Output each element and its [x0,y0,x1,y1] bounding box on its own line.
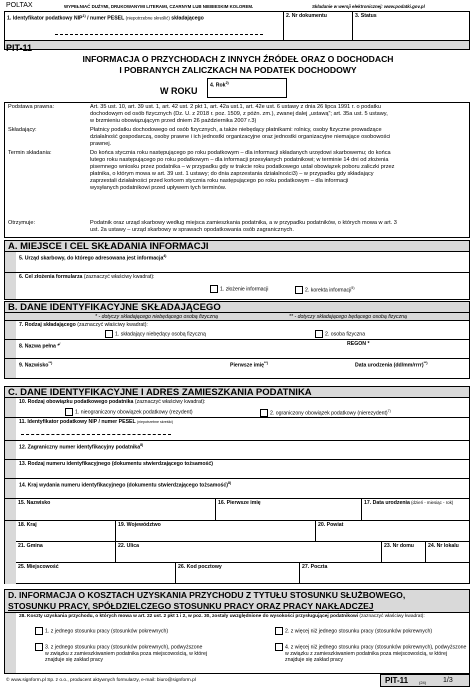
checkbox-non-resident[interactable] [260,409,268,417]
submitter-label: Składający: [8,127,37,133]
deadline-line-1: Do końca stycznia roku następującego po roku podatkowym – dla informacji składanych urzędowi skarbowemu; do końca [90,150,391,156]
footer-version: (24) [419,680,427,685]
legal-basis-label: Podstawa prawna: [8,104,55,110]
legal-basis-line-1: Art. 35 ust. 10, art. 39 ust. 1, art. 42 ust. 2 pkt 1, art. 42a ust.1, art. 42e ust. 6 ustawy z dnia 26 lipca 1991 r. o podatku [90,104,382,110]
surname-label: 9. Nazwisko**) [19,361,53,369]
option-multiple-employment-raised[interactable]: 4. z więcej niż jednego stosunku pracy (stosunków pokrewnych), podwyższone w związku z zamieszkiwaniem podatnika poza miejscowością, w której znajduje się zakład pracy [275,643,466,663]
id-issuing-country-field[interactable] [4,479,470,499]
deadline-label: Termin składania: [8,150,52,156]
section-a-header: A. MIEJSCE I CEL SKŁADANIA INFORMACJI [4,240,470,252]
option-resident[interactable]: 1. nieograniczony obowiązek podatkowy (rezydent) [65,408,193,416]
surname-field[interactable] [4,359,470,379]
option-non-natural-person[interactable]: 1. składający niebędący osobą fizyczną [105,330,206,338]
option-non-resident[interactable]: 2. ograniczony obowiązek podatkowy (nierezydent)$^{7)}$ [260,408,391,417]
form-purpose-label: 6. Cel złożenia formularza (zaznaczyć właściwy kwadrat): [19,274,155,280]
regon-label: REGON * [347,341,370,347]
deadline-line-2: lutego roku następującego po roku podatkowym – dla informacji przesyłanych podatnikowi; w terminie 14 dni od złożenia [90,157,389,163]
section-c-header: C. DANE IDENTYFIKACYJNE I ADRES ZAMIESZKANIA PODATNIKA [4,386,470,398]
section-d-header-line-2: STOSUNKU PRACY, SPÓŁDZIELCZEGO STOSUNKU PRACY ORAZ PRACY NAKŁADCZEJ [8,601,374,611]
submitter-type-field [4,321,470,340]
full-name-field[interactable] [4,340,470,359]
checkbox-resident[interactable] [65,408,73,416]
legal-basis-line-3: w brzmieniu obowiązującym przed dniem 26 października 2007 r.3) [90,118,257,124]
submitter-type-label: 7. Rodzaj składającego (zaznaczyć właściwy kwadrat): [19,322,148,328]
brand-label: POLTAX [6,2,33,9]
option-multiple-employment[interactable]: 2. z więcej niż jednego stosunku pracy (stosunków pokrewnych) [275,627,432,635]
recipient-label: Otrzymuje: [8,220,36,226]
deadline-line-5: zaprzestali działalności przed końcem stycznia roku następującego po roku podatkowym – dla informacji [90,178,349,184]
checkbox-submission[interactable] [210,285,218,293]
taxpayer-id-entry-line [55,34,263,35]
form-purpose-field [4,273,470,300]
section-d-header [4,589,470,613]
checkbox-one-employment[interactable] [35,627,43,635]
checkbox-natural-person[interactable] [315,330,323,338]
footer-form-code: PIT-11 [385,676,409,685]
note-natural: ** - dotyczy składającego będącego osobą fizyczną [289,314,407,320]
section-b-header: B. DANE IDENTYFIKACYJNE SKŁADAJĄCEGO [4,301,470,313]
document-number-field[interactable] [283,11,353,41]
checkbox-multiple-employment-raised[interactable] [275,643,283,651]
form-title-line-2: I POBRANYCH ZALICZKACH NA PODATEK DOCHODOWY [119,65,357,75]
first-name-label: Pierwsze imię**) [230,361,268,369]
section-d-header-line-1: D. INFORMACJA O KOSZTACH UZYSKANIA PRZYCHODU Z TYTUŁU STOSUNKU SŁUŻBOWEGO, [8,590,406,600]
form-title-line-1: INFORMACJA O PRZYCHODACH Z INNYCH ŹRÓDEŁ ORAZ O DOCHODACH [82,54,394,64]
tax-obligation-label: 10. Rodzaj obowiązku podatkowego podatnika (zaznaczyć właściwy kwadrat): [19,399,206,405]
deadline-line-4: płatnika, o którym mowa w art. 39 ust. 1 ustawy; do dnia zaprzestania działalności3) – w przypadku gdy składający [90,171,374,177]
legal-basis-line-2: dochodowym od osób fizycznych (Dz. U. z 2018 r. poz. 1509, z późn. zm.), zwanej dalej „ustawą”; art. 35a ust. 5 ustawy, [90,111,388,117]
taxpayer-nip-pesel-field[interactable] [4,418,470,441]
tax-office-label: 5. Urząd skarbowy, do którego adresowana jest informacja$^{4)}$ [19,254,167,262]
document-number-label: 2. Nr dokumentu [286,13,327,19]
birth-date-label: Data urodzenia (dd/mm/rrrr)**) [355,361,428,369]
electronic-version-note: Składanie w wersji elektronicznej: www.podatki.gov.pl [312,4,425,9]
year-field-label: 4. Rok$^{2)}$ [210,81,229,89]
county-field[interactable]: 20. Powiat [316,521,470,542]
footer-page-box [380,674,470,687]
street-field[interactable]: 22. Ulica [116,542,382,563]
taxpayer-surname-field[interactable]: 15. Nazwisko [16,499,216,521]
footer-copyright: © www.signform.pl Sp. z o.o., producent aktywnych formularzy, e-mail: biuro@signform.pl [6,678,196,683]
taxpayer-birth-date-field[interactable]: 17. Data urodzenia (dzień - miesiąc - rok) [362,499,470,521]
tax-obligation-field [4,398,470,418]
taxpayer-nip-pesel-label: 11. Identyfikator podatkowy NIP / numer PESEL (niepotrzebne skreślić) [19,419,174,425]
apartment-number-field[interactable]: 24. Nr lokalu [426,542,470,563]
section-b-notes [4,313,470,321]
municipality-field[interactable]: 21. Gmina [16,542,116,563]
status-field[interactable] [352,11,470,41]
deadline-line-3: pisemnego wniosku przez podatnika – w przypadku gdy w trakcie roku podatkowego ustał obowiązek poboru zaliczki przez [90,164,395,170]
recipient-line-1: Podatnik oraz urząd skarbowy według miejsca zamieszkania podatnika, a w przypadku podatników, o których mowa w art. 3 [90,220,397,226]
fill-instruction: WYPEŁNIAĆ DUŻYMI, DRUKOWANYMI LITERAMI, CZARNYM LUB NIEBIESKIM KOLOREM. [64,4,254,9]
option-submission[interactable]: 1. złożenie informacji [210,285,268,293]
full-name-label: 8. Nazwa pełna */ [19,342,61,350]
postal-code-field[interactable]: 26. Kod pocztowy [176,563,300,584]
status-label: 3. Status [355,13,377,19]
voivodeship-field[interactable]: 19. Województwo [116,521,316,542]
option-one-employment-raised[interactable]: 3. z jednego stosunku pracy (stosunków pokrewnych), podwyższone w związku z zamieszkiwaniem podatnika poza miejscowością, w której znajduje się zakład pracy [35,643,207,663]
note-non-natural: * - dotyczy składającego niebędącego osobą fizyczną [95,314,218,320]
city-field[interactable]: 25. Miejscowość [16,563,176,584]
checkbox-correction[interactable] [295,286,303,294]
submitter-line-3: prawnej. [90,141,112,147]
submitter-line-2: działalność gospodarczą, osoby prawne i ich jednostki organizacyjne oraz jednostki organizacyjne niemające osobowości [90,134,391,140]
foreign-id-label: 12. Zagraniczny numer identyfikacyjny podatnika$^{8)}$ [19,443,144,451]
costs-label: 28. Koszty uzyskania przychodu, o których mowa w art. 22 ust. 2 pkt 1 i 2, w poz. 30, zostały uwzględnione do wysokości przysługującej podatnikowi (zaznaczyć właściwy kwadrat): [19,614,425,619]
id-document-type-field[interactable] [4,460,470,479]
post-office-field[interactable]: 27. Poczta [300,563,470,584]
checkbox-multiple-employment[interactable] [275,627,283,635]
taxpayer-id-label: 1. Identyfikator podatkowy NIP$^{1)}$ / numer PESEL (niepotrzebne skreślić) składającego [7,14,204,22]
footer-page-number: 1/3 [443,677,453,684]
option-correction[interactable]: 2. korekta informacji$^{5)}$ [295,285,355,294]
house-number-field[interactable]: 23. Nr domu [382,542,426,563]
nip-entry-line [21,434,171,435]
deadline-line-6: wysyłanych podatnikowi przed upływem tych terminów. [90,185,227,191]
submitter-line-1: Płatnicy podatku dochodowego od osób fizycznych, a także niebędący płatnikami: rolnicy, osoby fizyczne prowadzące [90,127,382,133]
year-heading: W ROKU [160,86,198,96]
year-field[interactable] [207,78,287,98]
foreign-id-field[interactable] [4,441,470,460]
id-issuing-country-label: 14. Kraj wydania numeru identyfikacyjnego (dokumentu stwierdzającego tożsamość)$^{8)}$ [19,481,232,489]
country-field[interactable]: 18. Kraj [16,521,116,542]
taxpayer-id-field[interactable] [4,11,284,41]
option-natural-person[interactable]: 2. osoba fizyczna [315,330,365,338]
form-code: PIT-11 [6,43,33,53]
option-one-employment[interactable]: 1. z jednego stosunku pracy (stosunków pokrewnych) [35,627,168,635]
checkbox-non-natural-person[interactable] [105,330,113,338]
tax-office-field[interactable] [4,252,470,273]
taxpayer-first-name-field[interactable]: 16. Pierwsze imię [216,499,362,521]
recipient-line-2: ust. 2a ustawy – urząd skarbowy w sprawach opodatkowania osób zagranicznych. [90,227,294,233]
id-document-type-label: 13. Rodzaj numeru identyfikacyjnego (dokumentu stwierdzającego tożsamość) [19,461,213,467]
checkbox-one-employment-raised[interactable] [35,643,43,651]
costs-field [4,613,470,674]
